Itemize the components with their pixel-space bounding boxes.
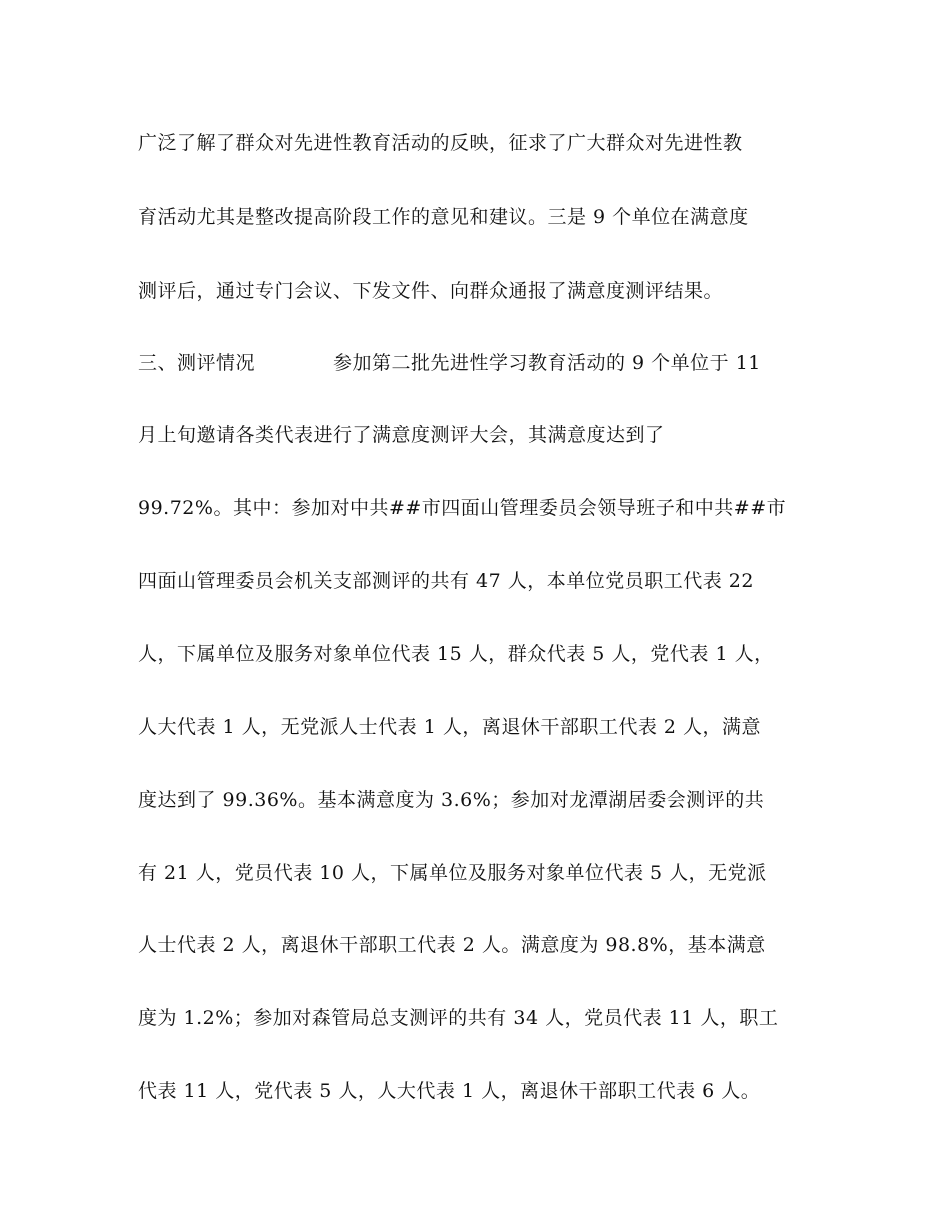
- section-heading-line: [138, 351, 761, 375]
- paragraph-line: 99.72%。其中：参加对中共##市四面山管理委员会领导班子和中共##市: [138, 497, 787, 519]
- section-heading: 三、测评情况: [138, 352, 256, 374]
- paragraph-line: 测评后，通过专门会议、下发文件、向群众通报了满意度测评结果。: [138, 280, 724, 302]
- paragraph-line: 代表 11 人，党代表 5 人，人大代表 1 人，离退休干部职工代表 6 人。: [138, 1080, 761, 1102]
- paragraph-line: 四面山管理委员会机关支部测评的共有 47 人，本单位党员职工代表 22: [138, 570, 754, 592]
- paragraph-line: 育活动尤其是整改提高阶段工作的意见和建议。三是 9 个单位在满意度: [138, 206, 749, 228]
- paragraph-line: 广泛了解了群众对先进性教育活动的反映，征求了广大群众对先进性教: [138, 132, 743, 154]
- paragraph-line: 度为 1.2%；参加对森管局总支测评的共有 34 人，党员代表 11 人，职工: [138, 1007, 779, 1029]
- paragraph-line: 人士代表 2 人，离退休干部职工代表 2 人。满意度为 98.8%，基本满意: [138, 934, 766, 956]
- paragraph-line: 月上旬邀请各类代表进行了满意度测评大会，其满意度达到了: [138, 424, 665, 446]
- paragraph-line: 人，下属单位及服务对象单位代表 15 人，群众代表 5 人，党代表 1 人，: [138, 643, 774, 665]
- paragraph-line: 有 21 人，党员代表 10 人，下属单位及服务对象单位代表 5 人，无党派: [138, 862, 767, 884]
- section-first-line: 参加第二批先进性学习教育活动的 9 个单位于 11: [333, 352, 761, 374]
- paragraph-line: 人大代表 1 人，无党派人士代表 1 人，离退休干部职工代表 2 人，满意: [138, 716, 762, 738]
- paragraph-line: 度达到了 99.36%。基本满意度为 3.6%；参加对龙潭湖居委会测评的共: [138, 789, 765, 811]
